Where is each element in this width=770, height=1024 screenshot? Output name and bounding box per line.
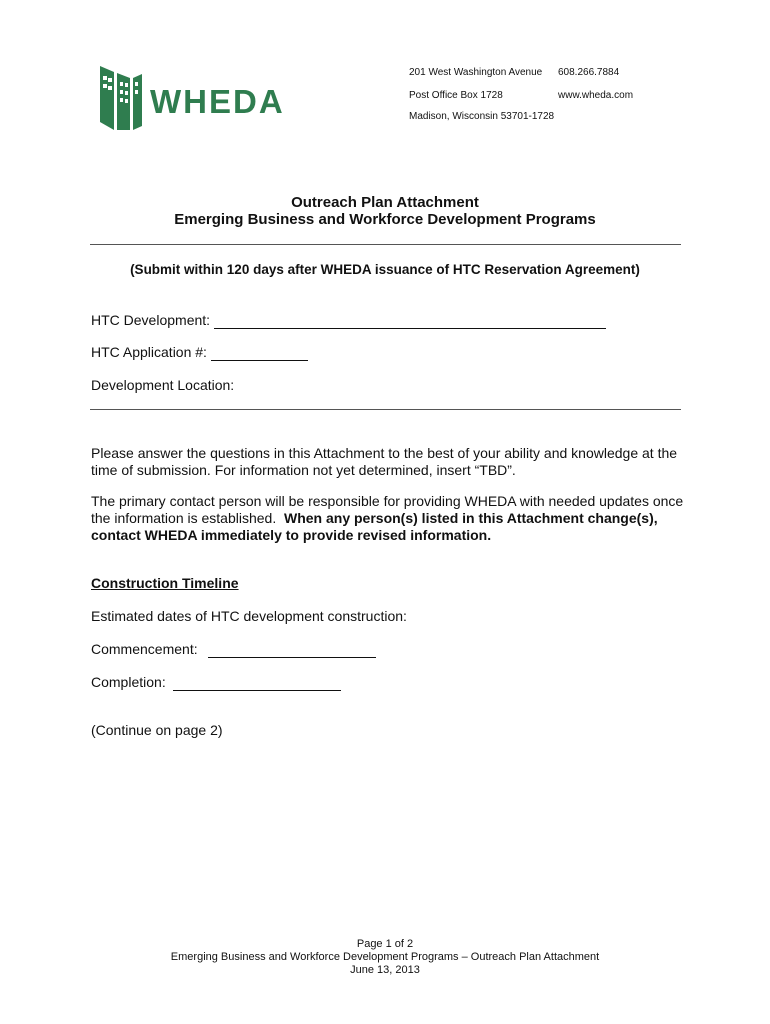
address-city: Madison, Wisconsin 53701-1728 [409,111,555,122]
commencement-field [91,641,376,658]
continue-note: (Continue on page 2) [91,722,223,738]
htc-development-blank[interactable] [214,313,606,329]
htc-application-label: HTC Application #: [91,344,207,360]
intro-paragraph-1: Please answer the questions in this Attachment to the best of your ability and knowledge at the time of submission. For information not yet determined, insert “TBD”. [91,445,678,478]
htc-application-blank[interactable] [211,345,308,361]
footer-doc-title: Emerging Business and Workforce Development Programs – Outreach Plan Attachment [170,951,600,963]
htc-development-label: HTC Development: [91,312,211,328]
brand-name: WHEDA [150,83,285,120]
address-website[interactable]: www.wheda.com [558,90,634,101]
divider-fields [90,409,681,410]
construction-prompt: Estimated dates of HTC development construction: [91,608,407,624]
construction-heading: Construction Timeline [91,575,239,591]
htc-application-field [91,344,308,361]
intro-paragraph-2 [91,493,691,544]
development-location-label: Development Location: [91,377,235,393]
footer-date: June 13, 2013 [350,964,420,976]
doc-subtitle: Emerging Business and Workforce Development Programs [174,211,596,228]
address-po-box: Post Office Box 1728 [409,90,503,101]
address-street: 201 West Washington Avenue [409,67,543,78]
htc-development-field [91,312,606,329]
intro-p2-bold: When any person(s) listed in this Attachment change(s), contact WHEDA immediately to provide revised information. [91,510,658,543]
doc-title: Outreach Plan Attachment [291,194,479,211]
commencement-label: Commencement: [91,641,198,657]
address-phone: 608.266.7884 [558,67,620,78]
submit-note: (Submit within 120 days after WHEDA issuance of HTC Reservation Agreement) [130,262,640,277]
intro-p2-text: The primary contact person will be responsible for providing WHEDA with needed updates once the information is established. [91,493,684,526]
divider-top [90,244,681,245]
commencement-blank[interactable] [208,642,376,658]
completion-blank[interactable] [173,675,341,691]
footer-page: Page 1 of 2 [356,938,414,950]
completion-field [91,674,341,691]
completion-label: Completion: [91,674,166,690]
